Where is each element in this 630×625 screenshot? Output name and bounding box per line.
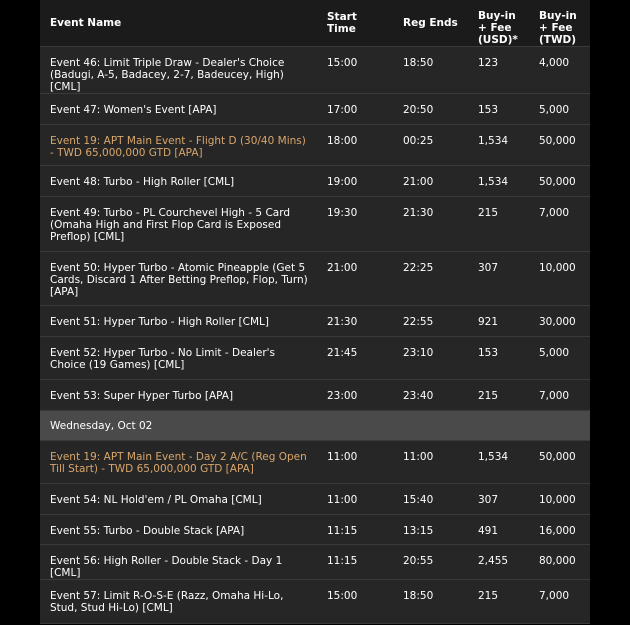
start-time-cell: 19:00 bbox=[317, 166, 393, 197]
start-time-cell: 19:30 bbox=[317, 197, 393, 252]
header-buyin-usd: Buy-in + Fee (USD)* bbox=[468, 0, 529, 47]
event-name-cell: Event 49: Turbo - PL Courchevel High - 5 Card (Omaha High and First Flop Card is Exposed Preflop) [CML] bbox=[40, 197, 317, 252]
buyin-usd-cell: 215 bbox=[468, 197, 529, 252]
header-buyin-twd: Buy-in + Fee (TWD) bbox=[529, 0, 590, 47]
buyin-usd-cell: 1,534 bbox=[468, 125, 529, 166]
buyin-usd-cell: 153 bbox=[468, 337, 529, 380]
start-time-cell: 15:00 bbox=[317, 47, 393, 94]
buyin-usd-cell: 921 bbox=[468, 306, 529, 337]
buyin-usd-cell: 215 bbox=[468, 380, 529, 411]
header-event-name: Event Name bbox=[40, 0, 317, 47]
buyin-twd-cell: 7,000 bbox=[529, 580, 590, 624]
start-time-cell: 23:00 bbox=[317, 380, 393, 411]
table-row bbox=[40, 252, 590, 306]
schedule-table bbox=[40, 0, 590, 624]
table-row bbox=[40, 441, 590, 484]
reg-ends-cell: 18:50 bbox=[393, 580, 468, 624]
buyin-usd-cell: 2,455 bbox=[468, 545, 529, 580]
event-name-cell: Event 48: Turbo - High Roller [CML] bbox=[40, 166, 317, 197]
start-time-cell: 11:15 bbox=[317, 545, 393, 580]
start-time-cell: 11:15 bbox=[317, 515, 393, 545]
table-row bbox=[40, 197, 590, 252]
event-name-cell: Event 19: APT Main Event - Day 2 A/C (Reg Open Till Start) - TWD 65,000,000 GTD [APA] bbox=[40, 441, 317, 484]
event-name-cell: Event 50: Hyper Turbo - Atomic Pineapple (Get 5 Cards, Discard 1 After Betting Preflop, Flop, Turn) [APA] bbox=[40, 252, 317, 306]
reg-ends-cell: 21:30 bbox=[393, 197, 468, 252]
table-row bbox=[40, 380, 590, 411]
buyin-twd-cell: 30,000 bbox=[529, 306, 590, 337]
table-header-row bbox=[40, 0, 590, 47]
table-row bbox=[40, 125, 590, 166]
buyin-usd-cell: 491 bbox=[468, 515, 529, 545]
reg-ends-cell: 22:55 bbox=[393, 306, 468, 337]
header-reg-ends: Reg Ends bbox=[393, 0, 468, 47]
reg-ends-cell: 11:00 bbox=[393, 441, 468, 484]
table-row bbox=[40, 94, 590, 125]
event-name-cell: Event 53: Super Hyper Turbo [APA] bbox=[40, 380, 317, 411]
buyin-usd-cell: 153 bbox=[468, 94, 529, 125]
table-row bbox=[40, 545, 590, 580]
buyin-twd-cell: 7,000 bbox=[529, 380, 590, 411]
start-time-cell: 17:00 bbox=[317, 94, 393, 125]
buyin-twd-cell: 10,000 bbox=[529, 484, 590, 515]
reg-ends-cell: 21:00 bbox=[393, 166, 468, 197]
event-name-cell: Event 46: Limit Triple Draw - Dealer's Choice (Badugi, A-5, Badacey, 2-7, Badeucey, High) [CML] bbox=[40, 47, 317, 94]
buyin-twd-cell: 5,000 bbox=[529, 337, 590, 380]
reg-ends-cell: 15:40 bbox=[393, 484, 468, 515]
start-time-cell: 18:00 bbox=[317, 125, 393, 166]
event-name-cell: Event 57: Limit R-O-S-E (Razz, Omaha Hi-Lo, Stud, Stud Hi-Lo) [CML] bbox=[40, 580, 317, 624]
buyin-twd-cell: 5,000 bbox=[529, 94, 590, 125]
event-name-cell: Event 52: Hyper Turbo - No Limit - Dealer's Choice (19 Games) [CML] bbox=[40, 337, 317, 380]
buyin-twd-cell: 16,000 bbox=[529, 515, 590, 545]
buyin-usd-cell: 215 bbox=[468, 580, 529, 624]
buyin-usd-cell: 1,534 bbox=[468, 166, 529, 197]
table-row bbox=[40, 166, 590, 197]
event-name-cell: Event 55: Turbo - Double Stack [APA] bbox=[40, 515, 317, 545]
day-separator-row bbox=[40, 411, 590, 441]
buyin-twd-cell: 50,000 bbox=[529, 166, 590, 197]
reg-ends-cell: 18:50 bbox=[393, 47, 468, 94]
reg-ends-cell: 23:10 bbox=[393, 337, 468, 380]
buyin-usd-cell: 307 bbox=[468, 484, 529, 515]
reg-ends-cell: 20:55 bbox=[393, 545, 468, 580]
table-row bbox=[40, 484, 590, 515]
reg-ends-cell: 22:25 bbox=[393, 252, 468, 306]
reg-ends-cell: 23:40 bbox=[393, 380, 468, 411]
header-start-time: Start Time bbox=[317, 0, 393, 47]
table-row bbox=[40, 47, 590, 94]
buyin-twd-cell: 50,000 bbox=[529, 441, 590, 484]
event-name-cell: Event 51: Hyper Turbo - High Roller [CML] bbox=[40, 306, 317, 337]
buyin-usd-cell: 1,534 bbox=[468, 441, 529, 484]
table-row bbox=[40, 337, 590, 380]
table-row bbox=[40, 306, 590, 337]
day-label: Wednesday, Oct 02 bbox=[40, 411, 590, 441]
start-time-cell: 21:00 bbox=[317, 252, 393, 306]
buyin-twd-cell: 7,000 bbox=[529, 197, 590, 252]
buyin-twd-cell: 50,000 bbox=[529, 125, 590, 166]
event-name-cell: Event 47: Women's Event [APA] bbox=[40, 94, 317, 125]
reg-ends-cell: 00:25 bbox=[393, 125, 468, 166]
start-time-cell: 15:00 bbox=[317, 580, 393, 624]
buyin-usd-cell: 307 bbox=[468, 252, 529, 306]
buyin-twd-cell: 4,000 bbox=[529, 47, 590, 94]
buyin-twd-cell: 80,000 bbox=[529, 545, 590, 580]
reg-ends-cell: 13:15 bbox=[393, 515, 468, 545]
event-name-cell: Event 54: NL Hold'em / PL Omaha [CML] bbox=[40, 484, 317, 515]
buyin-usd-cell: 123 bbox=[468, 47, 529, 94]
table-row bbox=[40, 515, 590, 545]
start-time-cell: 21:45 bbox=[317, 337, 393, 380]
table-row bbox=[40, 580, 590, 624]
reg-ends-cell: 20:50 bbox=[393, 94, 468, 125]
start-time-cell: 21:30 bbox=[317, 306, 393, 337]
event-name-cell: Event 19: APT Main Event - Flight D (30/40 Mins) - TWD 65,000,000 GTD [APA] bbox=[40, 125, 317, 166]
start-time-cell: 11:00 bbox=[317, 441, 393, 484]
event-name-cell: Event 56: High Roller - Double Stack - Day 1 [CML] bbox=[40, 545, 317, 580]
start-time-cell: 11:00 bbox=[317, 484, 393, 515]
buyin-twd-cell: 10,000 bbox=[529, 252, 590, 306]
